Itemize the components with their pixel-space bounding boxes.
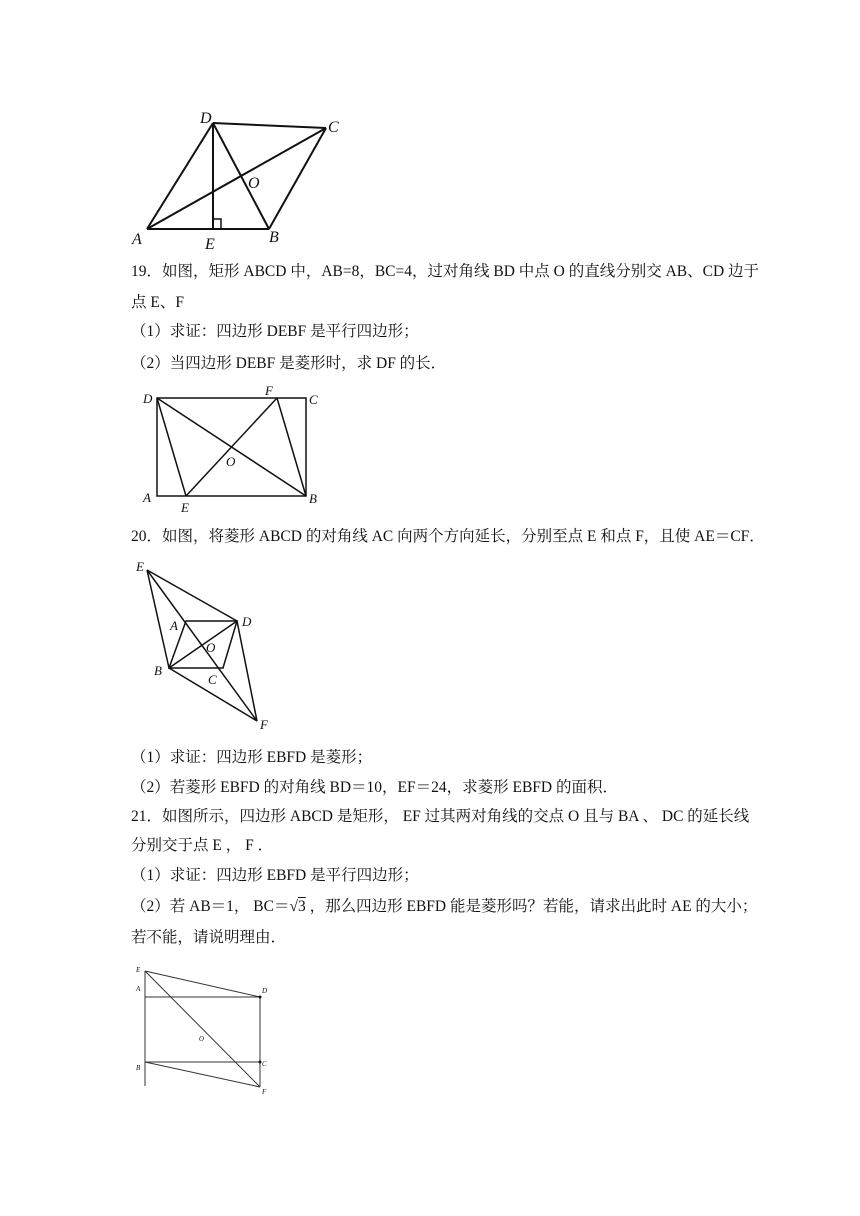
q21-part2-b: BC＝	[253, 898, 290, 915]
q21-part2-last: 若不能，请说明理由．	[131, 929, 287, 946]
label-d: D	[200, 110, 212, 127]
label-c: C	[262, 1060, 267, 1068]
figure-q20-rhombus	[130, 555, 280, 735]
figure-q18-parallelogram	[125, 100, 355, 255]
label-b: B	[269, 229, 279, 246]
q21-part2-a: （2）若 AB＝1，	[131, 898, 250, 915]
q19-stem-line1: 19．如图，矩形 ABCD 中，AB=8，BC=4，过对角线 BD 中点 O 的直线分别交 AB、CD 边于	[131, 263, 760, 280]
q20-part2: （2）若菱形 EBFD 的对角线 BD＝10，EF＝24，求菱形 EBFD 的面积．	[131, 779, 618, 796]
label-a: A	[132, 231, 142, 248]
label-d: D	[242, 614, 252, 629]
q19-part2: （2）当四边形 DEBF 是菱形时，求 DF 的长．	[131, 355, 447, 372]
label-d: D	[143, 391, 153, 406]
label-b: B	[154, 663, 162, 678]
label-o: O	[199, 1035, 205, 1043]
label-c: C	[328, 119, 339, 136]
figure-q21-rectangle	[130, 960, 280, 1100]
q19-stem-line2: 点 E、F	[131, 294, 184, 311]
q19-part1: （1）求证：四边形 DEBF 是平行四边形；	[131, 323, 419, 340]
q20-stem: 20．如图，将菱形 ABCD 的对角线 AC 向两个方向延长，分别至点 E 和点 F，且使 AE＝CF．	[131, 528, 765, 545]
label-c: C	[208, 672, 217, 687]
q21-part2-c: ，那么四边形 EBFD 能是菱形吗？若能，请求出此时 AE 的大小；	[309, 898, 758, 915]
label-a: A	[143, 490, 151, 505]
label-f: F	[262, 1088, 267, 1096]
label-e: E	[205, 236, 215, 253]
label-e: E	[136, 966, 141, 974]
figure-q19-rectangle	[135, 385, 330, 515]
q21-stem-line2: 分别交于点 E ， F ．	[131, 837, 274, 854]
label-b: B	[309, 491, 317, 506]
label-a: A	[136, 985, 141, 993]
label-d: D	[262, 987, 268, 995]
label-o: O	[226, 454, 236, 469]
label-f: F	[265, 385, 273, 398]
q21-stem-line1: 21．如图所示，四边形 ABCD 是矩形， EF 过其两对角线的交点 O 且与 BA 、 DC 的延长线	[131, 808, 750, 825]
label-f: F	[260, 717, 268, 732]
q21-part1: （1）求证：四边形 EBFD 是平行四边形；	[131, 867, 419, 884]
label-a: A	[170, 618, 178, 633]
q20-part1: （1）求证：四边形 EBFD 是菱形；	[131, 749, 373, 766]
label-e: E	[181, 500, 189, 515]
label-o: O	[206, 640, 216, 655]
label-c: C	[309, 392, 318, 407]
label-o: O	[248, 175, 260, 192]
sqrt-sign: √3	[289, 898, 306, 915]
sqrt-radicand: 3	[298, 898, 306, 915]
q21-part2	[131, 897, 757, 917]
label-e: E	[136, 559, 144, 574]
label-b: B	[136, 1064, 141, 1072]
